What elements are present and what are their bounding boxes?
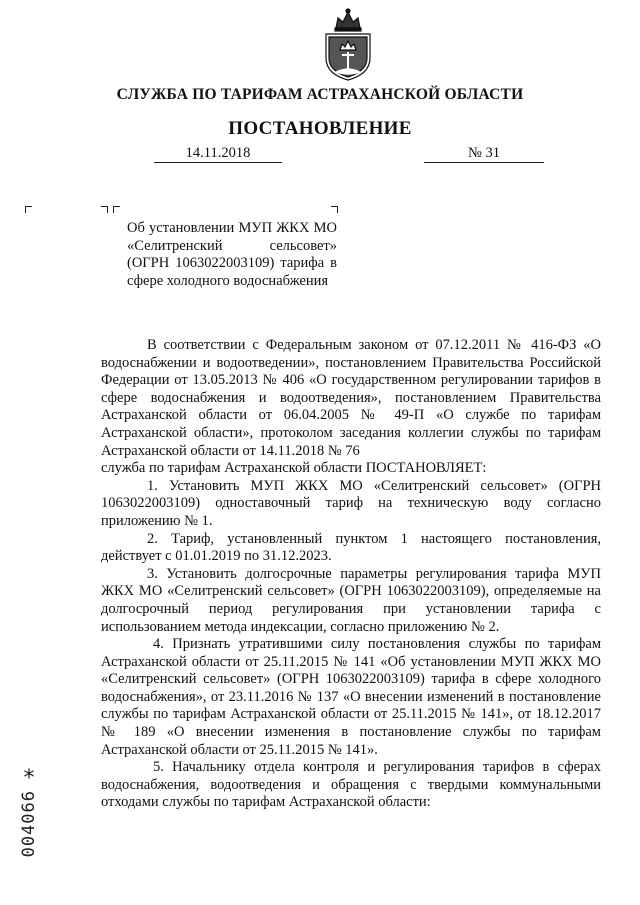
corner-mark [331, 206, 338, 213]
document-number: № 31 [424, 145, 544, 163]
stamp-number: 004066 [19, 790, 39, 858]
resolution-line: служба по тарифам Астраханской области ПОСТАНОВЛЯЕТ: [101, 460, 487, 477]
document-date: 14.11.2018 [154, 145, 282, 163]
clause-4: 4. Признать утратившими силу постановления службы по тарифам Астраханской области от 25.11.2015 № 141 «Об установлении МУП ЖКХ МО «Селитренский сельсовет» (ОГРН 1063022003109) тарифа в сфере холодного водоснабжения», от 23.11.2016 № 137 «О внесении изменений в постановление службы по тарифам Астраханской области от 25.11.2015 № 141», от 18.12.2017 № 189 «О внесении изменения в постановление службы по тарифам Астраханской области от 25.11.2015 № 141». [101, 636, 601, 758]
clause-1: 1. Установить МУП ЖКХ МО «Селитренский сельсовет» (ОГРН 1063022003109) одноставочный тариф на техническую воду согласно приложению № 1. [101, 477, 601, 529]
registration-stamp [14, 768, 44, 868]
corner-mark [113, 206, 120, 213]
clause-3: 3. Установить долгосрочные параметры регулирования тарифа МУП ЖКХ МО «Селитренский сельсовет» (ОГРН 1063022003109), определяемые на долгосрочный период регулирования при установлении тарифа с использованием метода индексации, согласно приложению № 2. [101, 565, 601, 635]
clause-2: 2. Тариф, установленный пунктом 1 настоящего постановления, действует с 01.01.2019 по 31.12.2023. [101, 530, 601, 565]
agency-name: СЛУЖБА ПО ТАРИФАМ АСТРАХАНСКОЙ ОБЛАСТИ [116, 86, 524, 103]
document-body [101, 337, 601, 812]
document-type: ПОСТАНОВЛЕНИЕ [228, 118, 412, 139]
document-subject: Об установлении МУП ЖКХ МО «Селитренский сельсовет» (ОГРН 1063022003109) тарифа в сфере холодного водоснабжения [127, 220, 337, 289]
clause-5: 5. Начальнику отдела контроля и регулирования тарифов в сферах водоснабжения, водоотведения и обращения с твердыми коммунальными отходами службы по тарифам Астраханской области: [101, 759, 601, 811]
star-icon: * [23, 766, 35, 791]
coat-of-arms-icon [320, 6, 376, 82]
corner-mark [101, 206, 108, 213]
preamble-paragraph: В соответствии с Федеральным законом от 07.12.2011 № 416-ФЗ «О водоснабжении и водоотведении», постановлением Правительства Российской Федерации от 13.05.2013 № 406 «О государственном регулировании тарифов в сфере водоснабжения и водоотведения», постановлением Правительства Астраханской области от 06.04.2005 № 49-П «О службе по тарифам Астраханской области», протоколом заседания коллегии службы по тарифам Астраханской области от 14.11.2018 № 76 [101, 337, 601, 459]
corner-mark [25, 206, 32, 213]
